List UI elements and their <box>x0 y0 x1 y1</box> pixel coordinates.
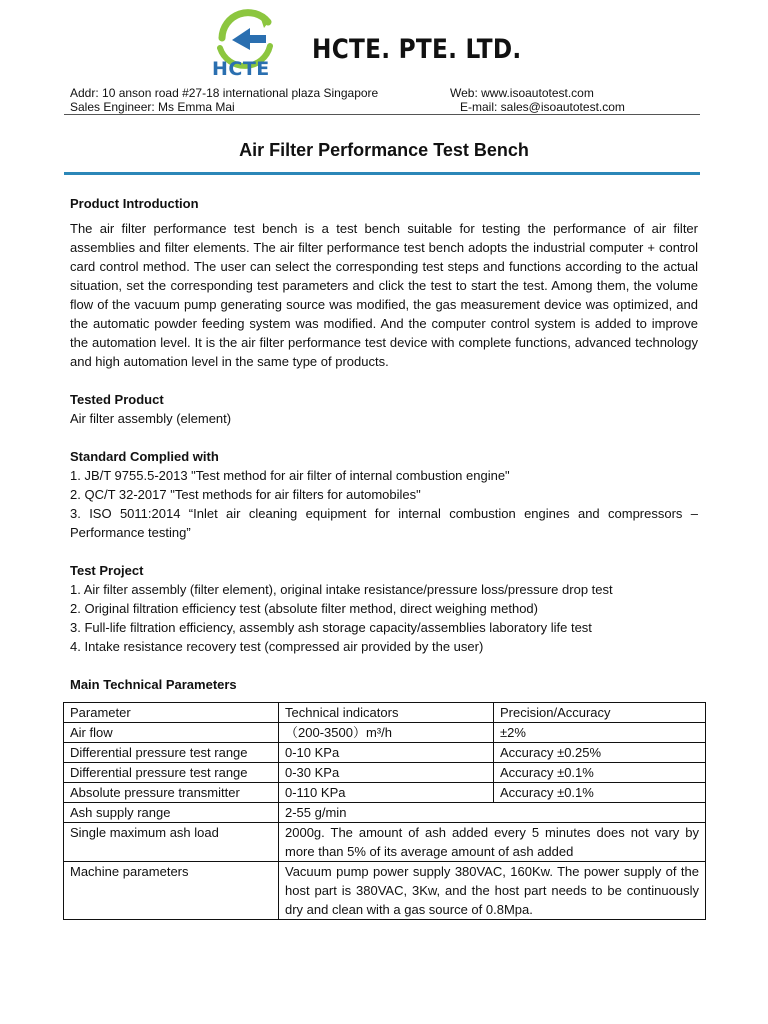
table-cell: 0-110 KPa <box>279 783 494 803</box>
logo-text: HCTE <box>212 58 270 80</box>
document-body <box>70 194 698 694</box>
section-heading-test-project: Test Project <box>70 563 144 578</box>
table-cell: Single maximum ash load <box>64 823 279 862</box>
title-divider <box>64 172 700 175</box>
test-project-item: 3. Full-life filtration efficiency, assembly ash storage capacity/assemblies laboratory life test <box>70 620 592 635</box>
standard-item: 1. JB/T 9755.5-2013 "Test method for air filter of internal combustion engine" <box>70 468 510 483</box>
table-cell: Machine parameters <box>64 862 279 920</box>
table-cell: Ash supply range <box>64 803 279 823</box>
table-cell: 0-30 KPa <box>279 763 494 783</box>
table-cell: Differential pressure test range <box>64 763 279 783</box>
table-cell: 0-10 KPa <box>279 743 494 763</box>
table-cell: Accuracy ±0.25% <box>494 743 706 763</box>
table-cell: Air flow <box>64 723 279 743</box>
table-row <box>64 803 706 823</box>
email-link[interactable]: E-mail: sales@isoautotest.com <box>460 100 625 114</box>
table-header-row <box>64 703 706 723</box>
test-project-item: 1. Air filter assembly (filter element), original intake resistance/pressure loss/pressure drop test <box>70 582 613 597</box>
table-cell: 2-55 g/min <box>279 803 706 823</box>
table-cell: Differential pressure test range <box>64 743 279 763</box>
table-row <box>64 723 706 743</box>
table-row <box>64 823 706 862</box>
table-row <box>64 743 706 763</box>
company-name: HCTE. PTE. LTD. <box>312 34 522 65</box>
table-cell: Vacuum pump power supply 380VAC, 160Kw. The power supply of the host part is 380VAC, 3Kw, and the host part needs to be continuously dry and clean with a gas source of 0.8Mpa. <box>279 862 706 920</box>
table-cell: （200-3500）m³/h <box>279 723 494 743</box>
section-heading-parameters: Main Technical Parameters <box>70 677 237 692</box>
section-heading-standards: Standard Complied with <box>70 449 219 464</box>
tested-product-text: Air filter assembly (element) <box>70 411 232 426</box>
web-link[interactable]: Web: www.isoautotest.com <box>450 86 594 100</box>
test-project-item: 2. Original filtration efficiency test (absolute filter method, direct weighing method) <box>70 601 538 616</box>
table-header-cell: Technical indicators <box>279 703 494 723</box>
section-heading-tested-product: Tested Product <box>70 392 164 407</box>
table-row <box>64 862 706 920</box>
document-title: Air Filter Performance Test Bench <box>239 140 529 160</box>
section-heading-intro: Product Introduction <box>70 196 199 211</box>
header-divider <box>64 114 700 115</box>
table-cell: Absolute pressure transmitter <box>64 783 279 803</box>
table-cell: Accuracy ±0.1% <box>494 783 706 803</box>
table-header-cell: Precision/Accuracy <box>494 703 706 723</box>
sales-engineer: Sales Engineer: Ms Emma Mai <box>70 100 235 114</box>
standard-item: 3. ISO 5011:2014 “Inlet air cleaning equipment for internal combustion engines and compressors – Performance testing” <box>70 506 698 540</box>
parameters-table <box>63 702 706 920</box>
table-row <box>64 763 706 783</box>
table-row <box>64 783 706 803</box>
table-cell: ±2% <box>494 723 706 743</box>
standard-item: 2. QC/T 32-2017 "Test methods for air filters for automobiles" <box>70 487 421 502</box>
table-cell: Accuracy ±0.1% <box>494 763 706 783</box>
table-cell: 2000g. The amount of ash added every 5 minutes does not vary by more than 5% of its average amount of ash added <box>279 823 706 862</box>
table-header-cell: Parameter <box>64 703 279 723</box>
test-project-item: 4. Intake resistance recovery test (compressed air provided by the user) <box>70 639 484 654</box>
address: Addr: 10 anson road #27-18 international plaza Singapore <box>70 86 379 100</box>
intro-paragraph: The air filter performance test bench is a test bench suitable for testing the performance of air filter assemblies and filter elements. The air filter performance test bench adopts the industrial computer + control card control method. The user can select the corresponding test steps and functions according to the actual situation, set the corresponding test parameters and click the test to start the test. Among them, the volume flow of the vacuum pump generating source was modified, the gas measurement device was optimized, and the automatic powder feeding system was modified. And the computer control system is added to improve the automation level. It is the air filter performance test device with complete functions, advanced technology and high automation level in the same type of products. <box>70 221 698 369</box>
